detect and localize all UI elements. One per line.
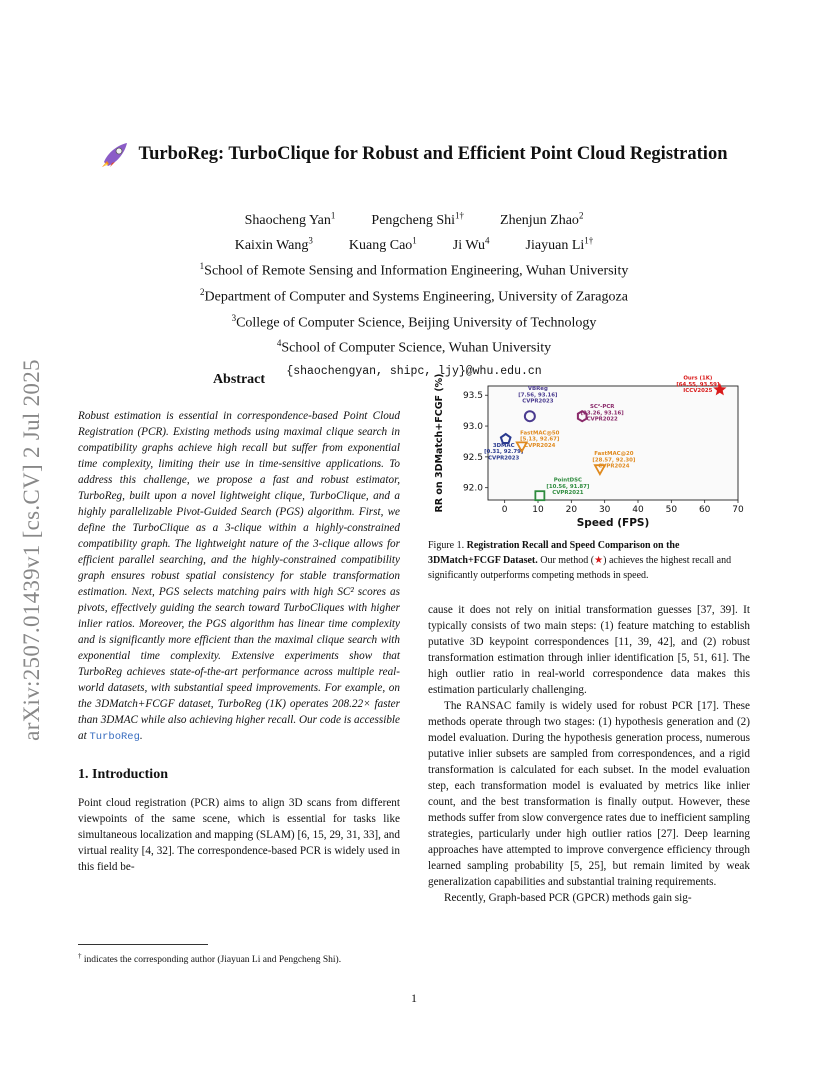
x-tick-label: 70 [732, 505, 744, 515]
author-name [525, 235, 594, 254]
author-text: Kaixin Wang [234, 238, 309, 254]
abstract-body: Robust estimation is essential in correspondence-based Point Cloud Registration (PCR). Existing methods using maximal clique search in compatibility graphs achieve high recall but suffer from exponential time complexity, limiting their use in time-sensitive applications. To address this challenge, we propose a fast and robust estimator, TurboReg, built upon a novel lightweight clique, TurboClique, and a highly parallelizable Pivot-Guided Search (PGS) algorithm. First, we define the TurboClique as a 3-clique within a highly-constrained compatibility graph. The lightweight nature of the 3-clique allows for efficient parallel searching, and the highly-constrained compatibility graph ensures robust spatial consistency for stable transformation estimation. Next, PGS selects matching pairs with high SC² scores as pivots, effectively guiding the search toward TurboCliques with higher inlier ratios. Moreover, the PGS algorithm has linear time complexity and is significantly more efficient than the maximal clique search with exponential time complexity. Extensive experiments show that TurboReg achieves state-of-the-art performance across multiple real-world datasets, with substantial speed improvements. For example, on the 3DMatch+FCGF dataset, TurboReg (1K) operates 208.22× faster than 3DMAC while also achieving higher recall. Our code is accessible at [78, 410, 400, 742]
author-affiliation-mark: 2 [578, 210, 584, 220]
affiliation-mark: 3 [231, 312, 237, 323]
code-link[interactable]: TurboReg [89, 731, 140, 743]
x-tick-label: 50 [665, 505, 678, 515]
data-point-label: CVPR2021 [552, 490, 584, 497]
right-paragraph-1: cause it does not rely on initial transformation guesses [37, 39]. It typically consists of two main steps: (1) feature matching to establish putative 3D keypoint correspondences [11, 39, 42], and (2) robust transformation estimation through inlier identification [5, 51, 61]. The high outlier ratio in real-world correspondence data makes this estimation particularly challenging. [428, 604, 750, 696]
caption-label: Figure 1. [428, 540, 465, 551]
y-tick-label: 93.5 [462, 391, 483, 402]
caption-bold: Registration Recall and Speed Comparison on the 3DMatch+FCGF Dataset. [428, 540, 680, 566]
authors-row-2 [0, 231, 828, 257]
author-text: Jiayuan Li [525, 238, 585, 254]
affiliation-mark: 1 [199, 261, 205, 272]
data-point-label: ICCV2025 [683, 388, 713, 395]
x-tick-label: 10 [532, 505, 544, 515]
y-tick-label: 92.0 [462, 483, 483, 494]
author-name [371, 210, 465, 228]
author-text: Pengcheng Shi [371, 212, 456, 228]
data-point-label: VBReg [527, 386, 548, 393]
author-text: Ji Wu [452, 238, 486, 254]
caption-pre: Our method ( [540, 555, 595, 566]
email: {shaochengyan, shipc, ljy}@whu.edu.cn [286, 364, 542, 378]
left-column [78, 372, 400, 875]
author-affiliation-mark: 1 [412, 235, 417, 246]
footnote [78, 952, 400, 965]
affiliation-mark: 2 [200, 286, 205, 297]
affiliation [0, 282, 828, 308]
right-paragraph-2: The RANSAC family is widely used for robust PCR [17]. These methods operate through two stages: (1) hypothesis generation and (2) model evaluation. During the hypothesis generation process, numerous putative inlier subsets are sampled from correspondences, and a rigid transformation is calculated for each subset. In the model evaluation step, each transformation model is evaluated by metrics like inlier count, and the best transformation is finally output. However, these methods suffer from slow convergence rates due to inefficient sampling strategies, particularly under high outlier ratios [27]. Deep learning approaches have attempted to improve convergence efficiency through learned sampling probability [5, 25], but remain limited by weak generalization capabilities and substantial training requirements. [428, 700, 750, 888]
author-name [234, 235, 313, 254]
author-affiliation-mark: 1 [330, 210, 336, 220]
data-point-label: CVPR2023 [488, 455, 520, 462]
caption-post: ) achieves the highest recall and significantly outperforms competing methods in speed. [428, 555, 732, 581]
figure-1 [428, 372, 750, 532]
right-paragraph-3: Recently, Graph-based PCR (GPCR) methods gain sig- [444, 892, 692, 904]
affiliation-mark: 4 [276, 338, 282, 349]
affiliation [0, 256, 828, 282]
data-point-label: CVPR2024 [598, 463, 630, 470]
x-tick-label: 60 [698, 505, 711, 515]
affiliation [0, 308, 828, 334]
data-point-label: [10.56, 91.87] [546, 483, 590, 490]
author-affiliation-mark: 1† [584, 235, 594, 246]
paper-title: TurboReg: TurboClique for Robust and Efficient Point Cloud Registration [138, 143, 728, 164]
y-axis-label: RR on 3DMatch+FCGF (%) [434, 373, 445, 513]
figure-caption [428, 538, 750, 583]
arxiv-identifier: arXiv:2507.01439v1 [cs.CV] 2 Jul 2025 [19, 359, 44, 741]
affiliation-text: School of Computer Science, Wuhan University [281, 340, 552, 356]
data-point-label: [64.55, 93.59] [676, 381, 720, 388]
author-text: Zhenjun Zhao [500, 212, 579, 228]
affiliations [0, 256, 828, 359]
authors-row-1 [0, 205, 828, 231]
data-point-label: CVPR2024 [524, 442, 556, 449]
x-tick-label: 40 [632, 505, 644, 515]
introduction-text: Point cloud registration (PCR) aims to align 3D scans from different viewpoints of the same scene, which is essential for tasks like simultaneous localization and mapping (SLAM) [6, 15, 29, 31, 33], and virtual reality [4, 32]. The correspondence-based PCR is widely used in this field be- [78, 797, 400, 873]
footnote-rule [78, 944, 208, 945]
author-affiliation-mark: 3 [308, 235, 313, 246]
affiliation-text: Department of Computer and Systems Engineering, University of Zaragoza [204, 289, 628, 305]
x-tick-label: 20 [565, 505, 578, 515]
x-axis-label: Speed (FPS) [576, 517, 650, 529]
data-point-label: SC²-PCR [589, 404, 615, 411]
data-point-label: [7.56, 93.16] [518, 392, 558, 399]
data-point-label: 3DMAC [492, 442, 515, 449]
title-row [0, 140, 828, 168]
affiliation [0, 333, 828, 359]
author-name [348, 235, 417, 254]
speed-recall-chart [428, 372, 750, 532]
affiliation-text: School of Remote Sensing and Information Engineering, Wuhan University [204, 263, 629, 279]
data-point-label: [28.57, 92.30] [592, 457, 636, 464]
data-point-label: CVPR2022 [586, 416, 618, 423]
author-affiliation-mark: 4 [485, 235, 490, 246]
x-tick-label: 30 [598, 505, 611, 515]
abstract-text: Robust estimation is essential in correspondence-based Point Cloud Registration (PCR). Existing methods using maximal clique search in compatibility graphs achieve high recall but suffer from exponential time complexity, limiting their use in time-sensitive applications. To address this challenge, we propose a fast and robust estimator, TurboReg, built upon a novel lightweight clique, TurboClique, and a highly parallelizable Pivot-Guided Search (PGS) algorithm. First, we define the TurboClique as a 3-clique within a highly-constrained compatibility graph. The lightweight nature of the 3-clique allows for efficient parallel searching, and the highly-constrained compatibility graph ensures robust spatial consistency for stable transformation estimation. Next, PGS selects matching pairs with high SC² scores as pivots, effectively guiding the search toward TurboCliques with higher inlier ratios. Moreover, the PGS algorithm has linear time complexity and is significantly more efficient than the maximal clique search with exponential time complexity. Extensive experiments show that TurboReg achieves state-of-the-art performance across multiple real-world datasets, with substantial speed improvements. For example, on the 3DMatch+FCGF dataset, TurboReg (1K) operates 208.22× faster than 3DMAC while also achieving higher recall. Our code is accessible at TurboReg. [78, 410, 400, 743]
footnote-text: indicates the corresponding author (Jiayuan Li and Pengcheng Shi). [83, 955, 342, 966]
data-point-label: [5.13, 92.67] [520, 436, 560, 443]
author-name [452, 235, 490, 254]
data-point-label: PointDSC [553, 477, 582, 484]
right-column [428, 602, 750, 906]
author-block [0, 205, 828, 382]
author-affiliation-mark: 1† [455, 210, 465, 220]
y-tick-label: 93.0 [462, 422, 483, 433]
abstract-heading: Abstract [212, 372, 266, 387]
data-point-label: FastMAC@20 [594, 451, 634, 458]
author-name [500, 210, 584, 228]
footnote-mark: † [78, 952, 82, 960]
x-tick-label: 0 [501, 505, 508, 515]
star-icon: ★ [594, 555, 604, 566]
affiliation-text: College of Computer Science, Beijing University of Technology [236, 315, 597, 331]
rocket-logo-icon [100, 140, 130, 168]
author-text: Kuang Cao [348, 238, 413, 254]
data-point-label: Ours (1K) [683, 375, 713, 382]
page-number: 1 [411, 991, 417, 1005]
data-point-label: CVPR2023 [522, 398, 554, 405]
introduction-heading: 1. Introduction [78, 767, 168, 782]
author-name [244, 210, 336, 228]
data-point-label: [23.26, 93.16] [580, 410, 624, 417]
data-point-label: FastMAC@50 [520, 430, 560, 437]
y-tick-label: 92.5 [462, 452, 483, 463]
author-text: Shaocheng Yan [244, 212, 331, 228]
data-point-label: [0.31, 92.79] [484, 449, 524, 456]
